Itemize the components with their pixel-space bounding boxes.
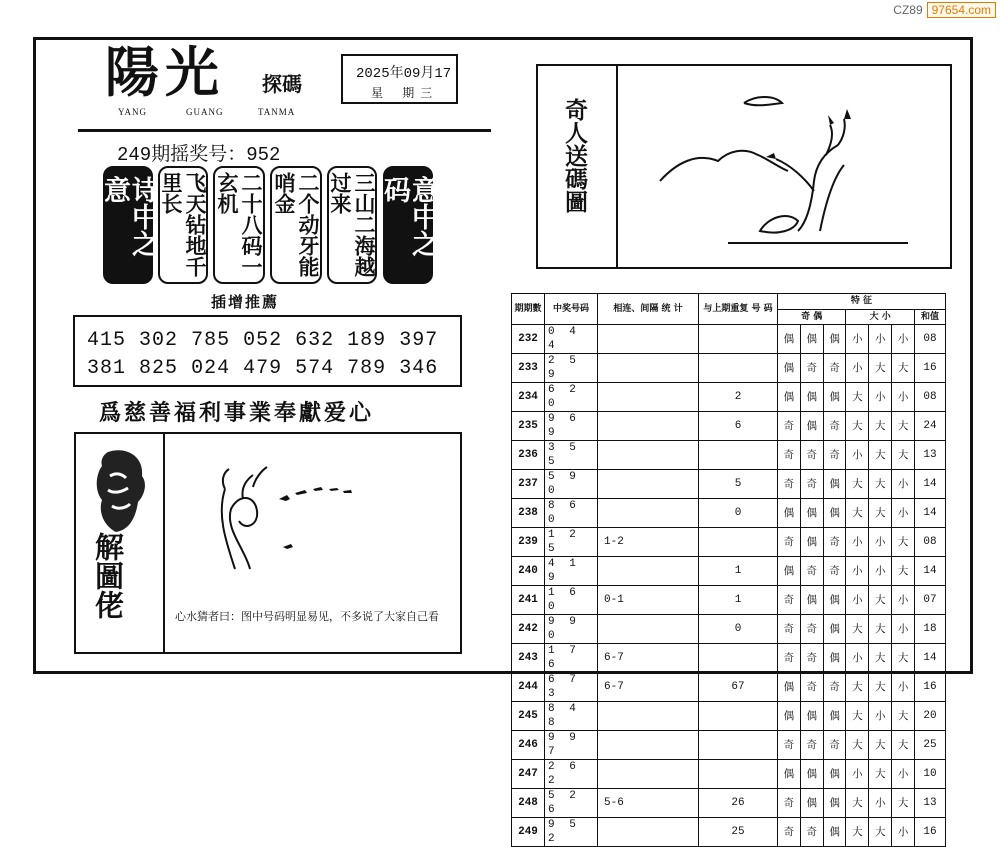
period-cell: 239 [512, 528, 545, 557]
bigsmall-cell: 大 [846, 731, 869, 760]
code-cell: 1 6 0 [545, 586, 598, 615]
bigsmall-cell: 大 [892, 412, 915, 441]
oddeven-cell: 偶 [823, 325, 846, 354]
oddeven-cell: 偶 [823, 644, 846, 673]
oddeven-cell: 偶 [800, 383, 823, 412]
pinyin-3: TANMA [258, 107, 296, 117]
table-row [512, 412, 946, 441]
repeat-cell: 6 [699, 412, 778, 441]
history-header-row [512, 294, 946, 310]
adjacent-cell: 5-6 [598, 789, 699, 818]
col-period: 期期數 [512, 294, 545, 325]
bigsmall-cell: 大 [846, 673, 869, 702]
col-feature: 特 征 [778, 294, 946, 310]
period-cell: 233 [512, 354, 545, 383]
repeat-cell: 5 [699, 470, 778, 499]
oddeven-cell: 偶 [800, 760, 823, 789]
bigsmall-cell: 大 [846, 412, 869, 441]
table-row [512, 644, 946, 673]
bigsmall-cell: 大 [846, 615, 869, 644]
code-cell: 9 6 9 [545, 412, 598, 441]
watermark-code: CZ89 [893, 3, 923, 17]
watermark [889, 2, 996, 18]
repeat-cell [699, 731, 778, 760]
oddeven-cell: 奇 [800, 470, 823, 499]
period-cell: 240 [512, 557, 545, 586]
table-row [512, 325, 946, 354]
poem-card-right [379, 166, 438, 284]
bigsmall-cell: 小 [892, 499, 915, 528]
oddeven-cell: 偶 [823, 470, 846, 499]
bigsmall-cell: 大 [869, 731, 892, 760]
bigsmall-cell: 小 [892, 325, 915, 354]
bigsmall-cell: 大 [869, 470, 892, 499]
oddeven-cell: 奇 [800, 354, 823, 383]
sum-cell: 16 [915, 354, 946, 383]
period-cell: 248 [512, 789, 545, 818]
code-cell: 9 9 7 [545, 731, 598, 760]
period-cell: 249 [512, 818, 545, 847]
oddeven-cell: 偶 [823, 586, 846, 615]
bigsmall-cell: 大 [892, 789, 915, 818]
adjacent-cell [598, 441, 699, 470]
oddeven-cell: 奇 [800, 818, 823, 847]
adjacent-cell [598, 557, 699, 586]
table-row [512, 557, 946, 586]
number: 397 [399, 329, 439, 352]
code-cell: 5 9 0 [545, 470, 598, 499]
oddeven-cell: 奇 [823, 528, 846, 557]
bigsmall-cell: 小 [892, 615, 915, 644]
number: 789 [347, 357, 387, 380]
adjacent-cell [598, 731, 699, 760]
sum-cell: 10 [915, 760, 946, 789]
bigsmall-cell: 大 [869, 644, 892, 673]
bigsmall-cell: 大 [869, 412, 892, 441]
bigsmall-cell: 小 [869, 325, 892, 354]
number: 825 [139, 357, 179, 380]
charity-slogan: 爲慈善福利事業奉獻爱心 [99, 400, 375, 426]
bigsmall-cell: 大 [846, 383, 869, 412]
adjacent-cell [598, 354, 699, 383]
watermark-site-link[interactable]: 97654.com [927, 2, 996, 18]
oddeven-cell: 偶 [800, 499, 823, 528]
recommend-label: 插增推薦 [211, 293, 280, 311]
period-cell: 237 [512, 470, 545, 499]
table-row [512, 586, 946, 615]
code-cell: 9 5 2 [545, 818, 598, 847]
oddeven-cell: 奇 [800, 615, 823, 644]
code-cell: 2 5 9 [545, 354, 598, 383]
code-cell: 0 4 4 [545, 325, 598, 354]
table-row [512, 615, 946, 644]
oddeven-cell: 偶 [778, 673, 801, 702]
col-adjacent: 相连、间隔 统 计 [598, 294, 699, 325]
poem-text: 三山二海越过来 [328, 172, 376, 277]
oddeven-cell: 偶 [778, 499, 801, 528]
sum-cell: 14 [915, 644, 946, 673]
repeat-cell: 1 [699, 557, 778, 586]
table-row [512, 818, 946, 847]
bigsmall-cell: 小 [869, 383, 892, 412]
bigsmall-cell: 小 [846, 528, 869, 557]
bigsmall-cell: 大 [892, 354, 915, 383]
picture-title: 奇人送碼圖 [561, 98, 588, 213]
code-cell: 6 2 0 [545, 383, 598, 412]
oddeven-cell: 偶 [823, 818, 846, 847]
oddeven-cell: 奇 [778, 586, 801, 615]
oddeven-cell: 奇 [823, 731, 846, 760]
bird-sketch [195, 459, 375, 589]
code-cell: 9 9 0 [545, 615, 598, 644]
puzzle-caption: 心水猜者曰：图中号码明显易见，不多说了大家自己看 [175, 610, 439, 623]
poem-text: 意中之码 [379, 176, 438, 257]
repeat-cell [699, 644, 778, 673]
oddeven-cell: 偶 [778, 760, 801, 789]
repeat-cell: 1 [699, 586, 778, 615]
sum-cell: 24 [915, 412, 946, 441]
sum-cell: 18 [915, 615, 946, 644]
table-row [512, 702, 946, 731]
bigsmall-cell: 大 [869, 760, 892, 789]
oddeven-cell: 奇 [778, 644, 801, 673]
bigsmall-cell: 大 [846, 499, 869, 528]
adjacent-cell [598, 702, 699, 731]
table-row [512, 760, 946, 789]
bigsmall-cell: 大 [869, 586, 892, 615]
bigsmall-cell: 大 [846, 789, 869, 818]
pinyin-2: GUANG [186, 107, 224, 117]
sum-cell: 16 [915, 673, 946, 702]
recommend-row-2 [87, 357, 438, 380]
sum-cell: 14 [915, 499, 946, 528]
poem-card-4 [327, 166, 377, 284]
oddeven-cell: 奇 [800, 731, 823, 760]
adjacent-cell [598, 615, 699, 644]
poem-card-2 [213, 166, 265, 284]
number: 479 [243, 357, 283, 380]
col-sum: 和值 [915, 309, 946, 325]
oddeven-cell: 奇 [800, 644, 823, 673]
repeat-cell: 26 [699, 789, 778, 818]
bigsmall-cell: 小 [892, 586, 915, 615]
oddeven-cell: 奇 [778, 412, 801, 441]
logo-title: 陽光 [105, 40, 225, 104]
oddeven-cell: 偶 [823, 615, 846, 644]
adjacent-cell [598, 325, 699, 354]
number: 024 [191, 357, 231, 380]
repeat-cell [699, 760, 778, 789]
oddeven-cell: 奇 [778, 470, 801, 499]
col-bigsmall: 大 小 [846, 309, 915, 325]
bigsmall-cell: 大 [869, 441, 892, 470]
bigsmall-cell: 小 [892, 470, 915, 499]
repeat-cell: 67 [699, 673, 778, 702]
recommend-numbers-box [73, 315, 462, 387]
sum-cell: 13 [915, 441, 946, 470]
adjacent-cell [598, 412, 699, 441]
code-cell: 5 2 6 [545, 789, 598, 818]
bigsmall-cell: 小 [846, 644, 869, 673]
oddeven-cell: 奇 [823, 673, 846, 702]
draw-result: 249期摇奖号：952 [117, 144, 281, 166]
bigsmall-cell: 大 [892, 441, 915, 470]
oddeven-cell: 奇 [823, 412, 846, 441]
col-code: 中奖号码 [545, 294, 598, 325]
repeat-cell [699, 354, 778, 383]
table-row [512, 354, 946, 383]
bigsmall-cell: 小 [846, 325, 869, 354]
bigsmall-cell: 大 [892, 528, 915, 557]
code-cell: 8 4 8 [545, 702, 598, 731]
puzzle-box [74, 432, 462, 654]
poem-card-1 [158, 166, 208, 284]
bigsmall-cell: 小 [869, 789, 892, 818]
adjacent-cell [598, 383, 699, 412]
table-row [512, 499, 946, 528]
issue-date: 2025年09月17 [356, 66, 452, 82]
adjacent-cell [598, 470, 699, 499]
repeat-cell [699, 325, 778, 354]
sum-cell: 25 [915, 731, 946, 760]
period-cell: 244 [512, 673, 545, 702]
oddeven-cell: 奇 [823, 354, 846, 383]
oddeven-cell: 偶 [823, 702, 846, 731]
repeat-cell: 2 [699, 383, 778, 412]
oddeven-cell: 偶 [778, 702, 801, 731]
oddeven-cell: 偶 [800, 528, 823, 557]
period-cell: 247 [512, 760, 545, 789]
col-repeat: 与上期重复 号 码 [699, 294, 778, 325]
period-cell: 246 [512, 731, 545, 760]
bigsmall-cell: 大 [892, 702, 915, 731]
oddeven-cell: 偶 [823, 383, 846, 412]
table-row [512, 441, 946, 470]
period-cell: 235 [512, 412, 545, 441]
code-cell: 1 2 5 [545, 528, 598, 557]
picture-panel [616, 66, 952, 267]
oddeven-cell: 奇 [778, 731, 801, 760]
bigsmall-cell: 小 [892, 383, 915, 412]
bigsmall-cell: 大 [892, 557, 915, 586]
poem-text: 二十八码一玄机 [215, 172, 263, 277]
poem-text: 二个动牙能哨金 [272, 172, 320, 277]
weekday: 星 期三 [371, 87, 439, 101]
repeat-cell: 0 [699, 499, 778, 528]
number: 785 [191, 329, 231, 352]
oddeven-cell: 偶 [823, 499, 846, 528]
oddeven-cell: 奇 [778, 528, 801, 557]
bigsmall-cell: 小 [846, 557, 869, 586]
code-cell: 4 1 9 [545, 557, 598, 586]
repeat-cell: 0 [699, 615, 778, 644]
period-cell: 243 [512, 644, 545, 673]
number: 052 [243, 329, 283, 352]
oddeven-cell: 偶 [778, 354, 801, 383]
bigsmall-cell: 大 [869, 499, 892, 528]
adjacent-cell: 1-2 [598, 528, 699, 557]
number: 632 [295, 329, 335, 352]
period-cell: 241 [512, 586, 545, 615]
oddeven-cell: 奇 [800, 557, 823, 586]
date-box [341, 54, 458, 104]
oddeven-cell: 奇 [823, 441, 846, 470]
code-cell: 1 7 6 [545, 644, 598, 673]
oddeven-cell: 偶 [778, 383, 801, 412]
bigsmall-cell: 大 [892, 644, 915, 673]
poem-text: 诗中之意 [99, 176, 158, 257]
number: 574 [295, 357, 335, 380]
sum-cell: 16 [915, 818, 946, 847]
sum-cell: 20 [915, 702, 946, 731]
oddeven-cell: 偶 [800, 789, 823, 818]
oddeven-cell: 偶 [800, 586, 823, 615]
oddeven-cell: 偶 [800, 325, 823, 354]
oddeven-cell: 奇 [800, 441, 823, 470]
period-cell: 245 [512, 702, 545, 731]
oddeven-cell: 偶 [778, 557, 801, 586]
bigsmall-cell: 小 [892, 673, 915, 702]
table-row [512, 731, 946, 760]
bigsmall-cell: 小 [846, 760, 869, 789]
number: 189 [347, 329, 387, 352]
bigsmall-cell: 小 [869, 528, 892, 557]
sum-cell: 08 [915, 383, 946, 412]
logo-subtitle: 探碼 [262, 72, 302, 96]
table-row [512, 528, 946, 557]
bigsmall-cell: 大 [869, 673, 892, 702]
adjacent-cell [598, 760, 699, 789]
oddeven-cell: 奇 [823, 557, 846, 586]
bigsmall-cell: 小 [846, 586, 869, 615]
oddeven-cell: 奇 [800, 673, 823, 702]
repeat-cell: 25 [699, 818, 778, 847]
puzzle-title: 解圖佬 [91, 532, 125, 619]
history-table [511, 293, 946, 847]
sum-cell: 08 [915, 325, 946, 354]
repeat-cell [699, 528, 778, 557]
adjacent-cell: 6-7 [598, 644, 699, 673]
number: 346 [399, 357, 439, 380]
table-row [512, 383, 946, 412]
period-cell: 242 [512, 615, 545, 644]
bigsmall-cell: 大 [846, 470, 869, 499]
bigsmall-cell: 小 [892, 760, 915, 789]
bigsmall-cell: 大 [846, 702, 869, 731]
face-illustration [86, 446, 152, 536]
picture-box [536, 64, 952, 269]
sum-cell: 13 [915, 789, 946, 818]
number: 302 [139, 329, 179, 352]
sum-cell: 14 [915, 470, 946, 499]
adjacent-cell: 0-1 [598, 586, 699, 615]
poem-card-left [99, 166, 158, 284]
code-cell: 3 5 5 [545, 441, 598, 470]
oddeven-cell: 偶 [823, 760, 846, 789]
period-cell: 236 [512, 441, 545, 470]
pinyin-1: YANG [118, 107, 148, 117]
oddeven-cell: 奇 [778, 789, 801, 818]
oddeven-cell: 偶 [823, 789, 846, 818]
sum-cell: 14 [915, 557, 946, 586]
tree-mountain-sketch [648, 81, 938, 251]
sum-cell: 08 [915, 528, 946, 557]
poem-card-3 [270, 166, 322, 284]
code-cell: 6 7 3 [545, 673, 598, 702]
period-cell: 234 [512, 383, 545, 412]
history-body [512, 325, 946, 847]
code-cell: 8 6 0 [545, 499, 598, 528]
header-divider [78, 129, 491, 132]
bigsmall-cell: 小 [846, 354, 869, 383]
bigsmall-cell: 小 [869, 702, 892, 731]
repeat-cell [699, 441, 778, 470]
bigsmall-cell: 大 [892, 731, 915, 760]
bigsmall-cell: 大 [846, 818, 869, 847]
col-oddeven: 奇 偶 [778, 309, 846, 325]
table-row [512, 470, 946, 499]
number: 415 [87, 329, 127, 352]
table-row [512, 789, 946, 818]
adjacent-cell [598, 818, 699, 847]
code-cell: 2 6 2 [545, 760, 598, 789]
poem-text: 飞天钻地千里长 [159, 172, 207, 277]
oddeven-cell: 偶 [800, 702, 823, 731]
recommend-row-1 [87, 329, 438, 352]
table-row [512, 673, 946, 702]
oddeven-cell: 偶 [800, 412, 823, 441]
oddeven-cell: 奇 [778, 615, 801, 644]
bigsmall-cell: 小 [892, 818, 915, 847]
bigsmall-cell: 小 [869, 557, 892, 586]
bigsmall-cell: 大 [869, 354, 892, 383]
adjacent-cell: 6-7 [598, 673, 699, 702]
sum-cell: 07 [915, 586, 946, 615]
repeat-cell [699, 702, 778, 731]
bigsmall-cell: 小 [846, 441, 869, 470]
period-cell: 238 [512, 499, 545, 528]
oddeven-cell: 偶 [778, 325, 801, 354]
number: 381 [87, 357, 127, 380]
puzzle-picture-panel [163, 434, 462, 652]
bigsmall-cell: 大 [869, 615, 892, 644]
bigsmall-cell: 大 [869, 818, 892, 847]
oddeven-cell: 奇 [778, 818, 801, 847]
adjacent-cell [598, 499, 699, 528]
oddeven-cell: 奇 [778, 441, 801, 470]
period-cell: 232 [512, 325, 545, 354]
